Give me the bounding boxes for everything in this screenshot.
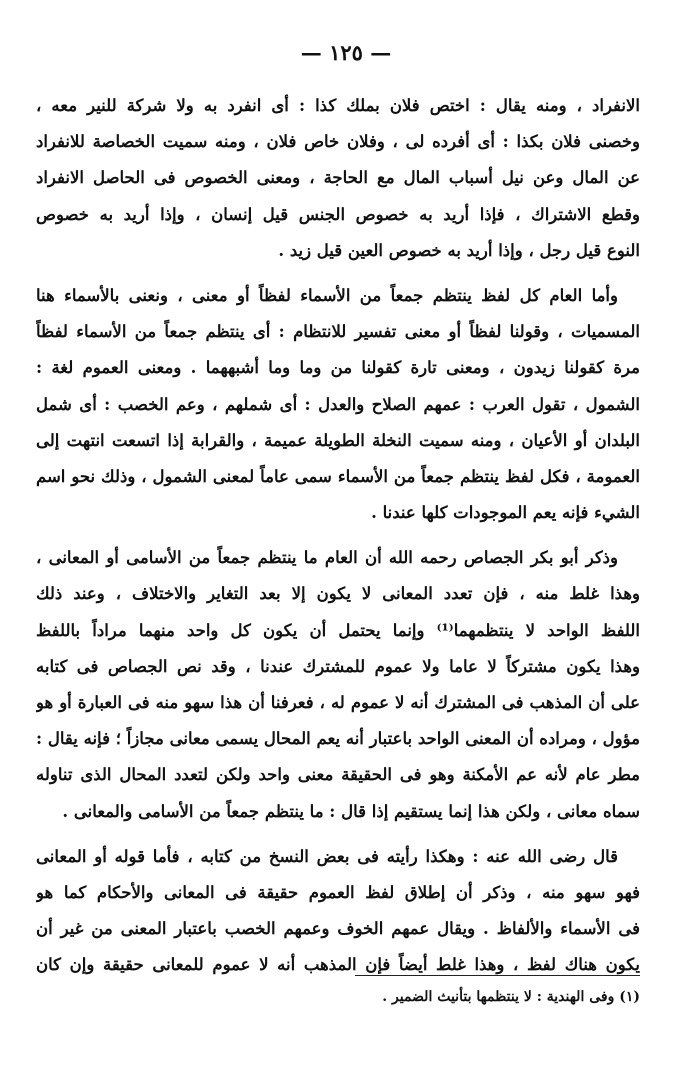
text-line: وهذا يكون مشتركاً لا عاما ولا عموم للمشترك عندنا ، وقد نص الجصاص فى كتابه [36,656,640,676]
text-line: مؤول ، ومراده أن المعنى الواحد باعتبار أنه يعم المحال يسمى معانى مجازاً ؛ فإنه يقال : [36,729,640,749]
text-line: الانفراد ، ومنه يقال : اختص فلان بملك كذا : أى انفرد به ولا شركة للنير معه ، [36,96,640,115]
text-line: الشيء فإنه يعم الموجودات كلها عندنا . [371,503,640,523]
text-line: النوع قيل رجل ، وإذا أريد به خصوص العين قيل زيد . [278,240,640,260]
text-line: اللفظ الواحد لا ينتظمهما⁽¹⁾ وإنما يحتمل أن يكون كل واحد منهما مراداً باللفظ [36,620,640,640]
text-line: فى الأسماء والألفاظ . ويقال عمهم الخوف وعمهم الخصب باعتبار المعنى من غير أن [36,919,640,939]
text-line: وقطع الاشتراك ، فإذا أريد به خصوص الجنس قيل إنسان ، وإذا أريد به خصوص [36,204,640,224]
text-line: وهذا غلط منه ، فإن تعدد المعانى لا يكون إلا بعد التغاير والاختلاف ، وعند ذلك [36,584,640,604]
text-line: المسميات ، وقولنا لفظاً أو معنى تفسير للانتظام : أى ينتظم جمعاً من الأسماء لفظاً [36,322,640,342]
text-line: العمومة ، فكل لفظ ينتظم جمعاً من الأسماء سمى عاماً لمعنى الشمول ، وذلك نحو اسم [36,466,640,486]
text-line: وأما العام كل لفظ ينتظم جمعاً من الأسماء لفظاً أو معنى ، ونعنى بالأسماء هنا [36,285,618,305]
text-line: يكون هناك لفظ ، وهذا غلط أيضاً فإن المذهب أنه لا عموم للمعانى حقيقة وإن كان [36,955,640,975]
text-line: مرة كقولنا زيدون ، ومعنى تارة كقولنا من وما وما أشبههما . ومعنى العموم لغة : [36,358,640,378]
text-line: مطر عام لأنه عم الأمكنة وهو فى الحقيقة معنى واحد ولكن لتعدد المحال الذى تناوله [36,765,640,785]
footnote: (١) وفى الهندية : لا ينتظمها بتأنيث الضمير . [382,989,640,1005]
text-line: عن المال وعن نيل أسباب المال مع الحاجة ، ومعنى الخصوص فى الحاصل الانفراد [36,168,640,188]
footnote-divider [355,975,640,976]
text-line: سماه معانى ، ولكن هذا إنما يستقيم إذا قال : ما ينتظم جمعاً من الأسامى والمعانى . [62,801,640,821]
text-line: الشمول ، تقول العرب : عمهم الصلاح والعدل : أى شملهم ، وعم الخصب : أى شمل [36,394,640,414]
text-line: فهو سهو منه ، وذكر أن إطلاق لفظ العموم حقيقة فى المعانى والأحكام كما هو [36,882,640,902]
text-line: قال رضى الله عنه : وهكذا رأيته فى بعض النسخ من كتابه ، فأما قوله أو المعانى [36,846,618,866]
body-text [36,88,640,984]
text-line: البلدان أو الأعيان ، ومنه سميت النخلة الطويلة عميمة ، والقرابة إذا اتسعت انتهت إلى [36,430,640,450]
text-line: وخصنى فلان بكذا : أى أفرده لى ، وفلان خاص فلان ، ومنه سميت الخصاصة للانفراد [36,132,640,152]
text-line: على أن المذهب فى المشترك أنه لا عموم له ، فعرفنا أن هذا سهو منه فى العبارة أو هو [36,693,640,712]
page-number: — ١٢٥ — [300,40,392,65]
text-line: وذكر أبو بكر الجصاص رحمه الله أن العام ما ينتظم جمعاً من الأسامى أو المعانى ، [36,548,618,568]
